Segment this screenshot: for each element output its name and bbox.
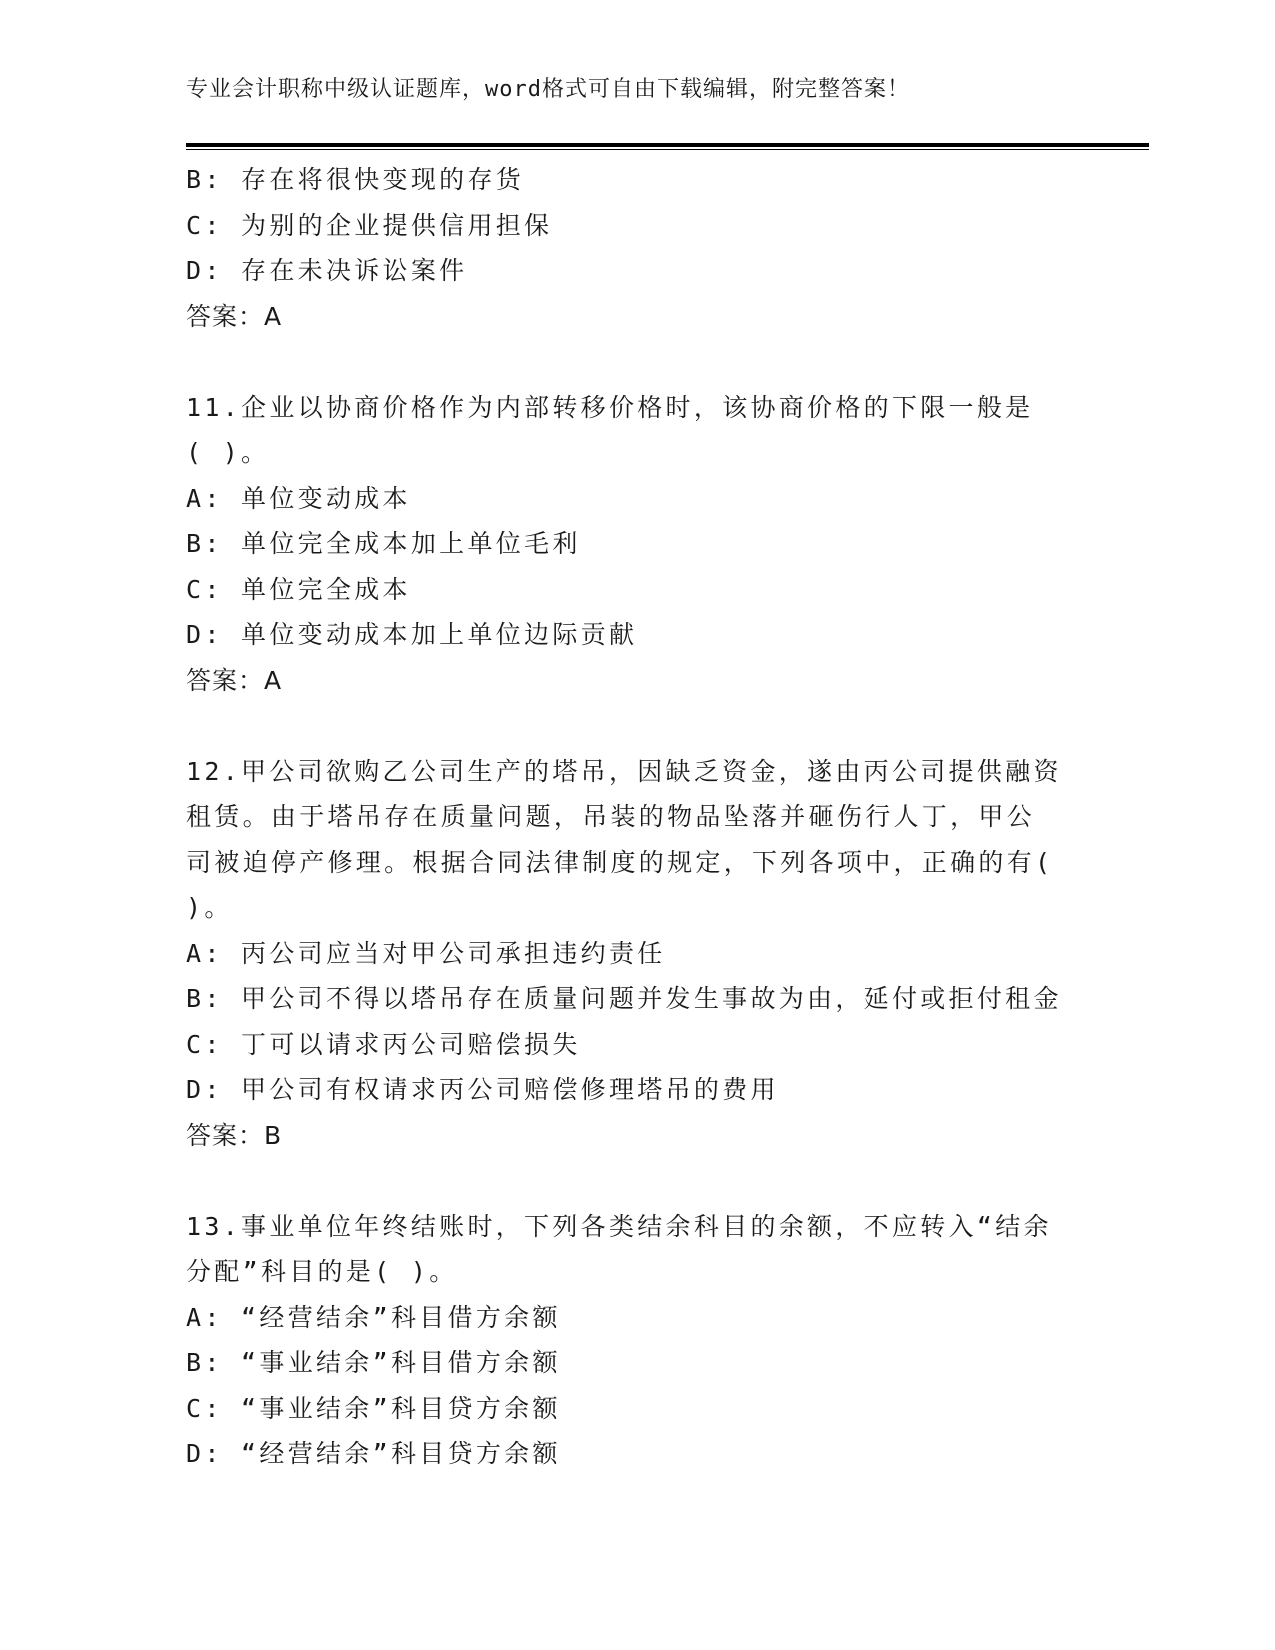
option-b: B: 单位完全成本加上单位毛利 [186, 529, 581, 558]
option-a: A: “经营结余”科目借方余额 [186, 1302, 561, 1332]
option-d: D: 甲公司有权请求丙公司赔偿修理塔吊的费用 [186, 1075, 779, 1104]
question-stem-line: 12.甲公司欲购乙公司生产的塔吊，因缺乏资金，遂由丙公司提供融资 [186, 756, 1062, 786]
header-rule-thin [186, 149, 1149, 150]
option-b: B: 甲公司不得以塔吊存在质量问题并发生事故为由，延付或拒付租金 [186, 984, 1062, 1013]
option-b: B: “事业结余”科目借方余额 [186, 1348, 561, 1377]
question-13 [186, 1204, 1086, 1477]
answer: 答案：A [186, 301, 283, 331]
question-10-tail [186, 157, 1086, 339]
question-stem-line: 租赁。由于塔吊存在质量问题，吊装的物品坠落并砸伤行人丁，甲公 [186, 802, 1036, 831]
option-c: C: 为别的企业提供信用担保 [186, 210, 553, 240]
answer: 答案：A [186, 665, 283, 695]
option-c: C: “事业结余”科目贷方余额 [186, 1393, 561, 1423]
question-stem-line: 分配”科目的是( )。 [186, 1257, 458, 1286]
option-d: D: 单位变动成本加上单位边际贡献 [186, 620, 638, 649]
question-stem-line: ( )。 [186, 438, 270, 467]
spacer [186, 339, 1086, 385]
header-rule-thick [186, 143, 1149, 147]
question-stem-line: )。 [186, 893, 233, 922]
option-b: B: 存在将很快变现的存货 [186, 165, 525, 194]
question-12 [186, 749, 1086, 1159]
option-a: A: 单位变动成本 [186, 483, 411, 513]
question-stem-line: 11.企业以协商价格作为内部转移价格时，该协商价格的下限一般是 [186, 392, 1034, 422]
question-stem-line: 13.事业单位年终结账时，下列各类结余科目的余额，不应转入“结余 [186, 1211, 1052, 1241]
option-a: A: 丙公司应当对甲公司承担违约责任 [186, 938, 666, 968]
option-c: C: 丁可以请求丙公司赔偿损失 [186, 1029, 581, 1059]
option-c: C: 单位完全成本 [186, 574, 411, 604]
option-d: D: “经营结余”科目贷方余额 [186, 1439, 561, 1468]
option-d: D: 存在未决诉讼案件 [186, 256, 468, 285]
spacer [186, 1158, 1086, 1204]
answer: 答案：B [186, 1120, 283, 1150]
question-content [186, 157, 1086, 1477]
question-11 [186, 385, 1086, 704]
page-header: 专业会计职称中级认证题库，word格式可自由下载编辑，附完整答案！ [186, 77, 910, 102]
spacer [186, 703, 1086, 749]
question-stem-line: 司被迫停产修理。根据合同法律制度的规定，下列各项中，正确的有( [186, 847, 1054, 877]
